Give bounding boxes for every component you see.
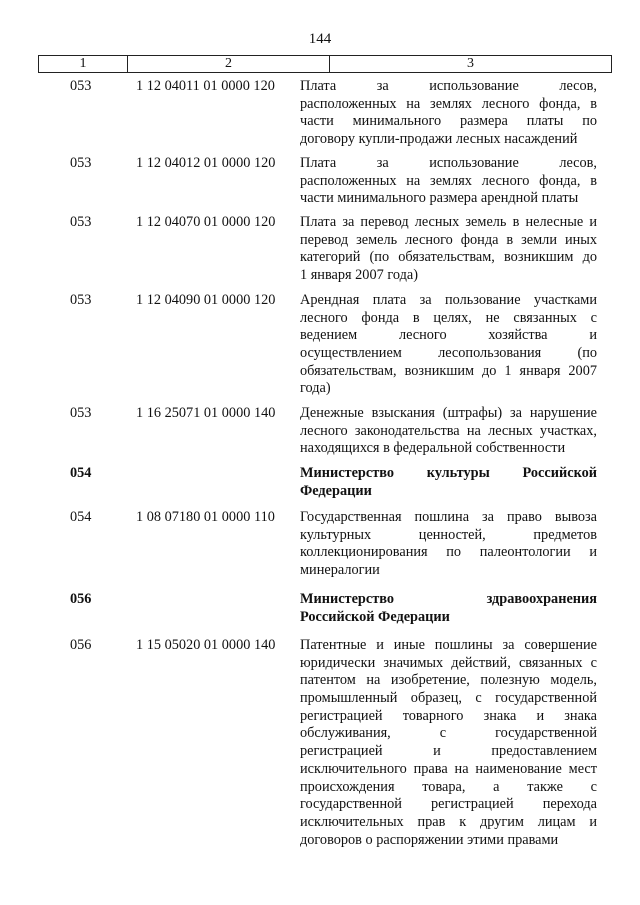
administrator-code: 054 xyxy=(70,509,92,525)
revenue-description xyxy=(300,78,597,149)
description-line: промышленный образец, с государственной xyxy=(300,690,597,707)
administrator-code: 056 xyxy=(70,591,92,607)
description-line: лесного законодательства на лесных участках, xyxy=(300,422,597,439)
page-number: 144 xyxy=(308,31,332,47)
description-line: происхождения товара, а также с xyxy=(300,778,597,795)
administrator-code: 053 xyxy=(70,78,92,94)
description-line: государственной регистрацией перехода xyxy=(300,796,597,813)
column-header-1: 1 xyxy=(39,56,128,72)
description-line: Плата за использование лесов, xyxy=(300,155,597,171)
administrator-code: 053 xyxy=(70,214,92,230)
description-line: расположенных на землях лесного фонда, в xyxy=(300,172,597,189)
column-header-3: 3 xyxy=(467,56,474,71)
description-line: Патентные и иные пошлины за совершение xyxy=(300,637,597,653)
budget-classification-code: 1 12 04070 01 0000 120 xyxy=(136,214,276,230)
description-line: договору купли-продажи лесных насаждений xyxy=(300,131,578,148)
description-line: договоров о распоряжении этими правами xyxy=(300,831,559,848)
description-line: расположенных на землях лесного фонда, в xyxy=(300,95,597,112)
description-line: Плата за использование лесов, xyxy=(300,78,597,94)
administrator-code: 054 xyxy=(70,465,92,481)
budget-classification-code: 1 12 04011 01 0000 120 xyxy=(136,78,275,94)
description-line: ведением лесного хозяйства и xyxy=(300,327,597,344)
administrator-code: 053 xyxy=(70,405,92,421)
column-header-2: 2 xyxy=(128,56,330,72)
revenue-description xyxy=(300,637,597,849)
description-line: 1 января 2007 года) xyxy=(300,267,418,284)
description-line: коллекционирования по палеонтологии и xyxy=(300,544,597,561)
description-line: части минимального размера платы по xyxy=(300,113,597,130)
budget-classification-code: 1 15 05020 01 0000 140 xyxy=(136,637,276,653)
description-line: Денежные взыскания (штрафы) за нарушение xyxy=(300,405,597,421)
budget-classification-code: 1 16 25071 01 0000 140 xyxy=(136,405,276,421)
budget-classification-code: 1 08 07180 01 0000 110 xyxy=(136,509,275,525)
description-line: осуществлением лесопользования (по xyxy=(300,345,597,362)
description-line: культурных ценностей, предметов xyxy=(300,526,597,543)
description-line: Российской Федерации xyxy=(300,608,450,625)
description-line: Плата за перевод лесных земель в нелесные и xyxy=(300,214,597,230)
description-line: категорий (по обязательствам, возникшим до xyxy=(300,249,597,266)
administrator-code: 053 xyxy=(70,155,92,171)
description-line: регистрацией товарного знака и знака xyxy=(300,707,597,724)
revenue-description xyxy=(300,214,597,285)
revenue-description xyxy=(300,155,597,208)
description-line: обслуживания, с государственной xyxy=(300,725,597,742)
description-line: находящихся в федеральной собственности xyxy=(300,440,566,457)
description-line: регистрацией и предоставлением xyxy=(300,743,597,760)
column-header-row xyxy=(38,55,612,73)
description-line: минералогии xyxy=(300,562,380,579)
section-heading xyxy=(300,465,597,500)
revenue-description xyxy=(300,405,597,458)
description-line: исключительных прав к другим лицам и xyxy=(300,813,597,830)
administrator-code: 053 xyxy=(70,292,92,308)
section-heading xyxy=(300,591,597,626)
budget-classification-code: 1 12 04012 01 0000 120 xyxy=(136,155,276,171)
budget-classification-code: 1 12 04090 01 0000 120 xyxy=(136,292,276,308)
revenue-description xyxy=(300,509,597,580)
description-line: исключительного права на наименование мест xyxy=(300,760,597,777)
description-line: Министерство здравоохранения xyxy=(300,591,597,607)
description-line: юридически значимых действий, связанных с xyxy=(300,654,597,671)
description-line: части минимального размера арендной платы xyxy=(300,190,579,207)
administrator-code: 056 xyxy=(70,637,92,653)
revenue-description xyxy=(300,292,597,398)
description-line: обязательствам, возникшим до 1 января 2007 xyxy=(300,362,597,379)
description-line: года) xyxy=(300,380,331,397)
description-line: лесного фонда в целях, не связанных с xyxy=(300,309,597,326)
description-line: Министерство культуры Российской xyxy=(300,465,597,481)
description-line: патентом на изобретение, полезную модель, xyxy=(300,672,597,689)
description-line: Федерации xyxy=(300,482,372,499)
description-line: Арендная плата за пользование участками xyxy=(300,292,597,308)
description-line: перевод земель лесного фонда в земли иных xyxy=(300,231,597,248)
description-line: Государственная пошлина за право вывоза xyxy=(300,509,597,525)
